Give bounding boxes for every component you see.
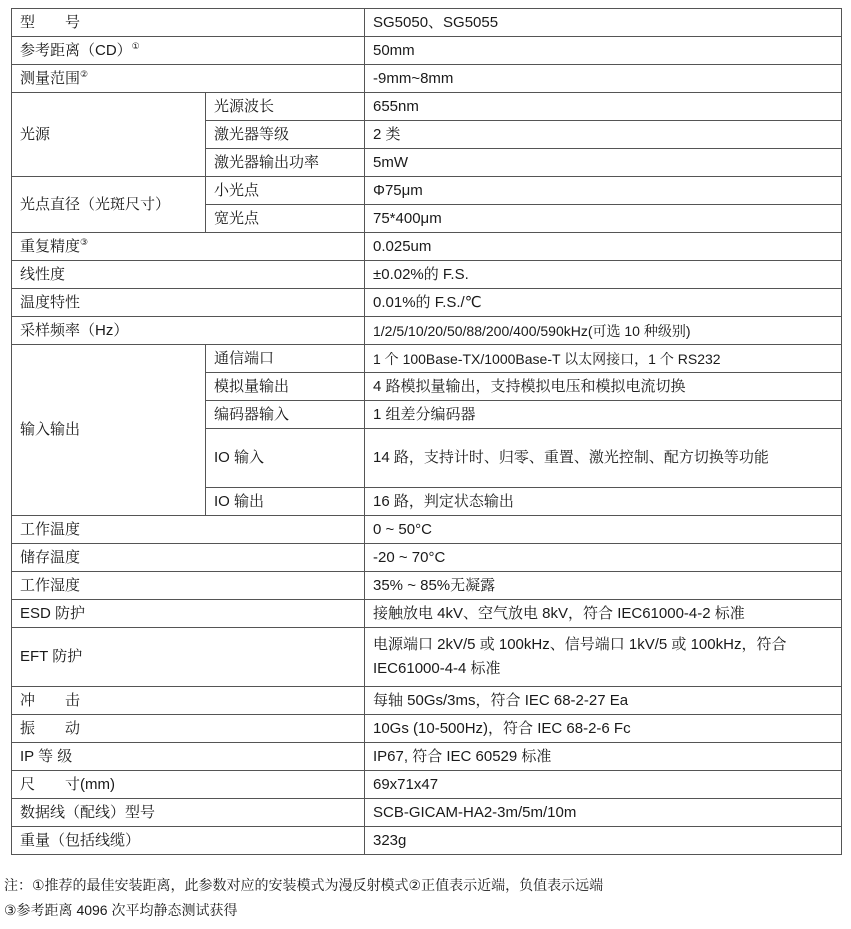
row-value: 655nm: [365, 93, 842, 121]
group-label: 输入输出: [12, 345, 206, 516]
row-label: IP 等 级: [12, 743, 365, 771]
sub-label: 通信端口: [206, 345, 365, 373]
row-value: 1 个 100Base-TX/1000Base-T 以太网接口，1 个 RS232: [365, 345, 842, 373]
row-value: -20 ~ 70°C: [365, 544, 842, 572]
row-label: 采样频率（Hz）: [12, 317, 365, 345]
table-row: [12, 261, 842, 289]
row-value: 1/2/5/10/20/50/88/200/400/590kHz(可选 10 种级别): [365, 317, 842, 345]
row-value: 每轴 50Gs/3ms，符合 IEC 68-2-27 Ea: [365, 687, 842, 715]
spec-table: [11, 8, 842, 855]
sub-label: 激光器等级: [206, 121, 365, 149]
row-value: 14 路，支持计时、归零、重置、激光控制、配方切换等功能: [365, 429, 842, 488]
sub-label: 激光器输出功率: [206, 149, 365, 177]
row-label: [12, 9, 365, 37]
table-row: [12, 177, 842, 205]
repeatability-label: 重复精度: [20, 237, 81, 255]
row-value: 69x71x47: [365, 771, 842, 799]
sub-label: IO 输出: [206, 488, 365, 516]
table-row: [12, 345, 842, 373]
sub-label: 编码器输入: [206, 401, 365, 429]
table-row: [12, 317, 842, 345]
table-row: [12, 9, 842, 37]
footnote-mark: ③: [80, 236, 89, 247]
table-row: [12, 233, 842, 261]
table-row: [12, 715, 842, 743]
footnote-line: ③参考距离 4096 次平均静态测试获得: [4, 902, 238, 918]
footnote-mark: ②: [80, 68, 89, 79]
table-row: [12, 37, 842, 65]
row-value: 10Gs (10-500Hz)，符合 IEC 68-2-6 Fc: [365, 715, 842, 743]
row-label: ESD 防护: [12, 600, 365, 628]
row-value: 16 路，判定状态输出: [365, 488, 842, 516]
table-row: [12, 600, 842, 628]
row-label: [12, 65, 365, 93]
row-label: 工作温度: [12, 516, 365, 544]
row-label: [12, 233, 365, 261]
row-value: 323g: [365, 827, 842, 855]
group-label: 光点直径（光斑尺寸）: [12, 177, 206, 233]
row-value: 0.025um: [365, 233, 842, 261]
row-label: 线性度: [12, 261, 365, 289]
row-label: 温度特性: [12, 289, 365, 317]
row-label: 尺 寸(mm): [12, 771, 365, 799]
table-row: [12, 65, 842, 93]
row-value: ±0.02%的 F.S.: [365, 261, 842, 289]
row-value: IP67, 符合 IEC 60529 标准: [365, 743, 842, 771]
row-value: -9mm~8mm: [365, 65, 842, 93]
row-label: 重量（包括线缆）: [12, 827, 365, 855]
table-row: [12, 628, 842, 687]
row-value: 50mm: [365, 37, 842, 65]
row-label: 储存温度: [12, 544, 365, 572]
footnotes: [4, 873, 844, 923]
sub-label: 宽光点: [206, 205, 365, 233]
table-row: [12, 93, 842, 121]
table-row: [12, 827, 842, 855]
row-value: 35% ~ 85%无凝露: [365, 572, 842, 600]
row-value: 接触放电 4kV、空气放电 8kV，符合 IEC61000-4-2 标准: [365, 600, 842, 628]
table-row: [12, 544, 842, 572]
row-value: 0.01%的 F.S./℃: [365, 289, 842, 317]
table-row: [12, 687, 842, 715]
table-row: [12, 743, 842, 771]
table-row: [12, 572, 842, 600]
row-label: 振 动: [12, 715, 365, 743]
table-row: [12, 289, 842, 317]
sub-label: 光源波长: [206, 93, 365, 121]
row-value: SG5050、SG5055: [365, 9, 842, 37]
measure-range-label: 测量范围: [20, 69, 81, 87]
row-label: 冲 击: [12, 687, 365, 715]
table-row: [12, 799, 842, 827]
row-label: [12, 37, 365, 65]
row-label: EFT 防护: [12, 628, 365, 687]
row-value: 1 组差分编码器: [365, 401, 842, 429]
row-value: Φ75μm: [365, 177, 842, 205]
row-value: 4 路模拟量输出，支持模拟电压和模拟电流切换: [365, 373, 842, 401]
row-value: 5mW: [365, 149, 842, 177]
row-label: 工作湿度: [12, 572, 365, 600]
row-value: 2 类: [365, 121, 842, 149]
group-label: 光源: [12, 93, 206, 177]
sub-label: 小光点: [206, 177, 365, 205]
footnote-line: 注：①推荐的最佳安装距离，此参数对应的安装模式为漫反射模式②正值表示近端，负值表示远端: [4, 877, 604, 893]
sub-label: 模拟量输出: [206, 373, 365, 401]
row-label: 数据线（配线）型号: [12, 799, 365, 827]
row-value: 0 ~ 50°C: [365, 516, 842, 544]
model-label: 型 号: [20, 13, 81, 31]
row-value: SCB-GICAM-HA2-3m/5m/10m: [365, 799, 842, 827]
ref-distance-label: 参考距离（CD）: [20, 41, 132, 59]
row-value: 75*400μm: [365, 205, 842, 233]
sub-label: IO 输入: [206, 429, 365, 488]
table-row: [12, 516, 842, 544]
footnote-mark: ①: [131, 40, 140, 51]
row-value: 电源端口 2kV/5 或 100kHz、信号端口 1kV/5 或 100kHz，符合 IEC61000-4-4 标准: [365, 628, 842, 687]
table-row: [12, 771, 842, 799]
